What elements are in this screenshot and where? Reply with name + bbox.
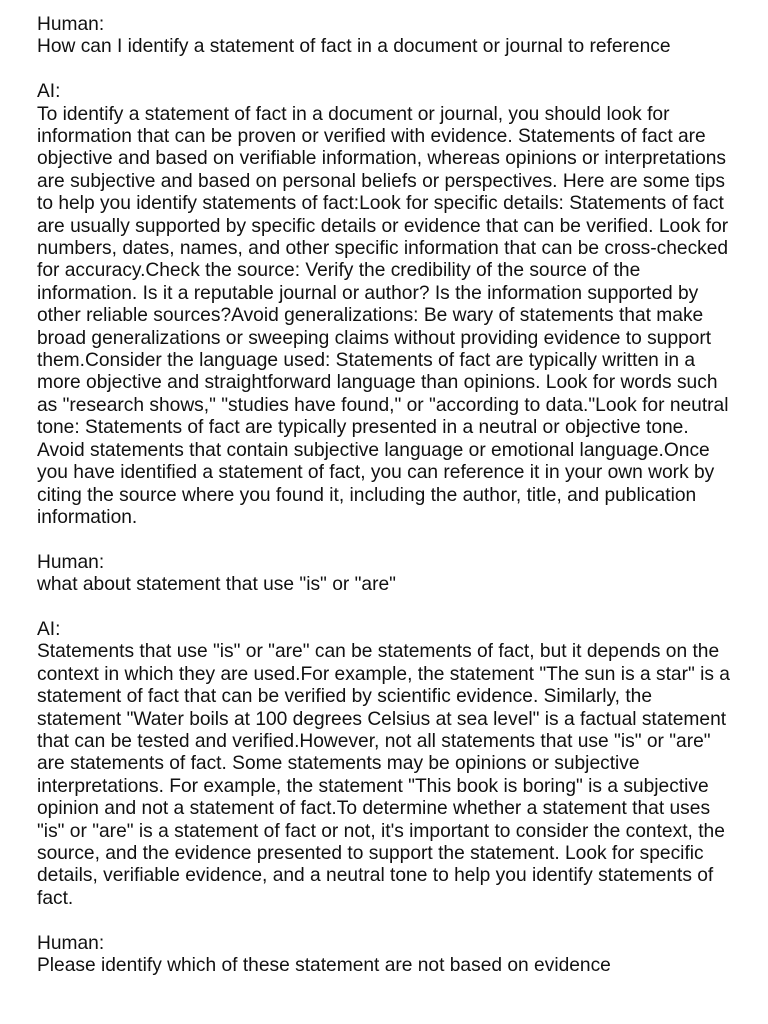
conversation-document — [37, 14, 737, 1000]
turn-human-3 — [37, 933, 737, 978]
turn-human-2 — [37, 552, 737, 597]
message-text: what about statement that use "is" or "are" — [37, 574, 396, 596]
speaker-label: Human: — [37, 932, 105, 954]
speaker-label: AI: — [37, 618, 61, 640]
turn-ai-2 — [37, 619, 737, 910]
message-text: Statements that use "is" or "are" can be statements of fact, but it depends on the context in which they are used.For example, the statement "The sun is a star" is a statement of fact that can be verified by scientific evidence. Similarly, the statement "Water boils at 100 degrees Celsius at sea level" is a factual statement that can be tested and verified.However, not all statements that use "is" or "are" are statements of fact. Some statements may be opinions or subjective interpretations. For example, the statement "This book is boring" is a subjective opinion and not a statement of fact.To determine whether a statement that uses "is" or "are" is a statement of fact or not, it's important to consider the context, the source, and the evidence presented to support the statement. Look for specific details, verifiable evidence, and a neutral tone to help you identify statements of fact. — [37, 641, 730, 909]
message-text: Please identify which of these statement are not based on evidence — [37, 955, 611, 976]
turn-human-1 — [37, 14, 737, 59]
speaker-label: AI: — [37, 81, 61, 103]
message-text: To identify a statement of fact in a document or journal, you should look for information that can be proven or verified with evidence. Statements of fact are objective and based on verifiable information, whereas opinions or interpretations are subjective and based on personal beliefs or perspectives. Here are some tips to help you identify statements of fact:Look for specific details: Statements of fact are usually supported by specific details or evidence that can be verified. Look for numbers, dates, names, and other specific information that can be cross-checked for accuracy.Check the source: Verify the credibility of the source of the information. Is it a reputable journal or author? Is the information supported by other reliable sources?Avoid generalizations: Be wary of statements that make broad generalizations or sweeping claims without providing evidence to support them.Consider the language used: Statements of fact are typically written in a more objective and straightforward language than opinions. Look for words such as "research shows," "studies have found," or "according to data."Look for neutral tone: Statements of fact are typically presented in a neutral or objective tone. Avoid statements that contain subjective language or emotional language.Once you have identified a statement of fact, you can reference it in your own work by citing the source where you found it, including the author, title, and publication information. — [37, 103, 729, 528]
turn-ai-1 — [37, 81, 737, 529]
speaker-label: Human: — [37, 14, 105, 35]
message-text: How can I identify a statement of fact in a document or journal to reference — [37, 36, 671, 58]
speaker-label: Human: — [37, 551, 105, 573]
